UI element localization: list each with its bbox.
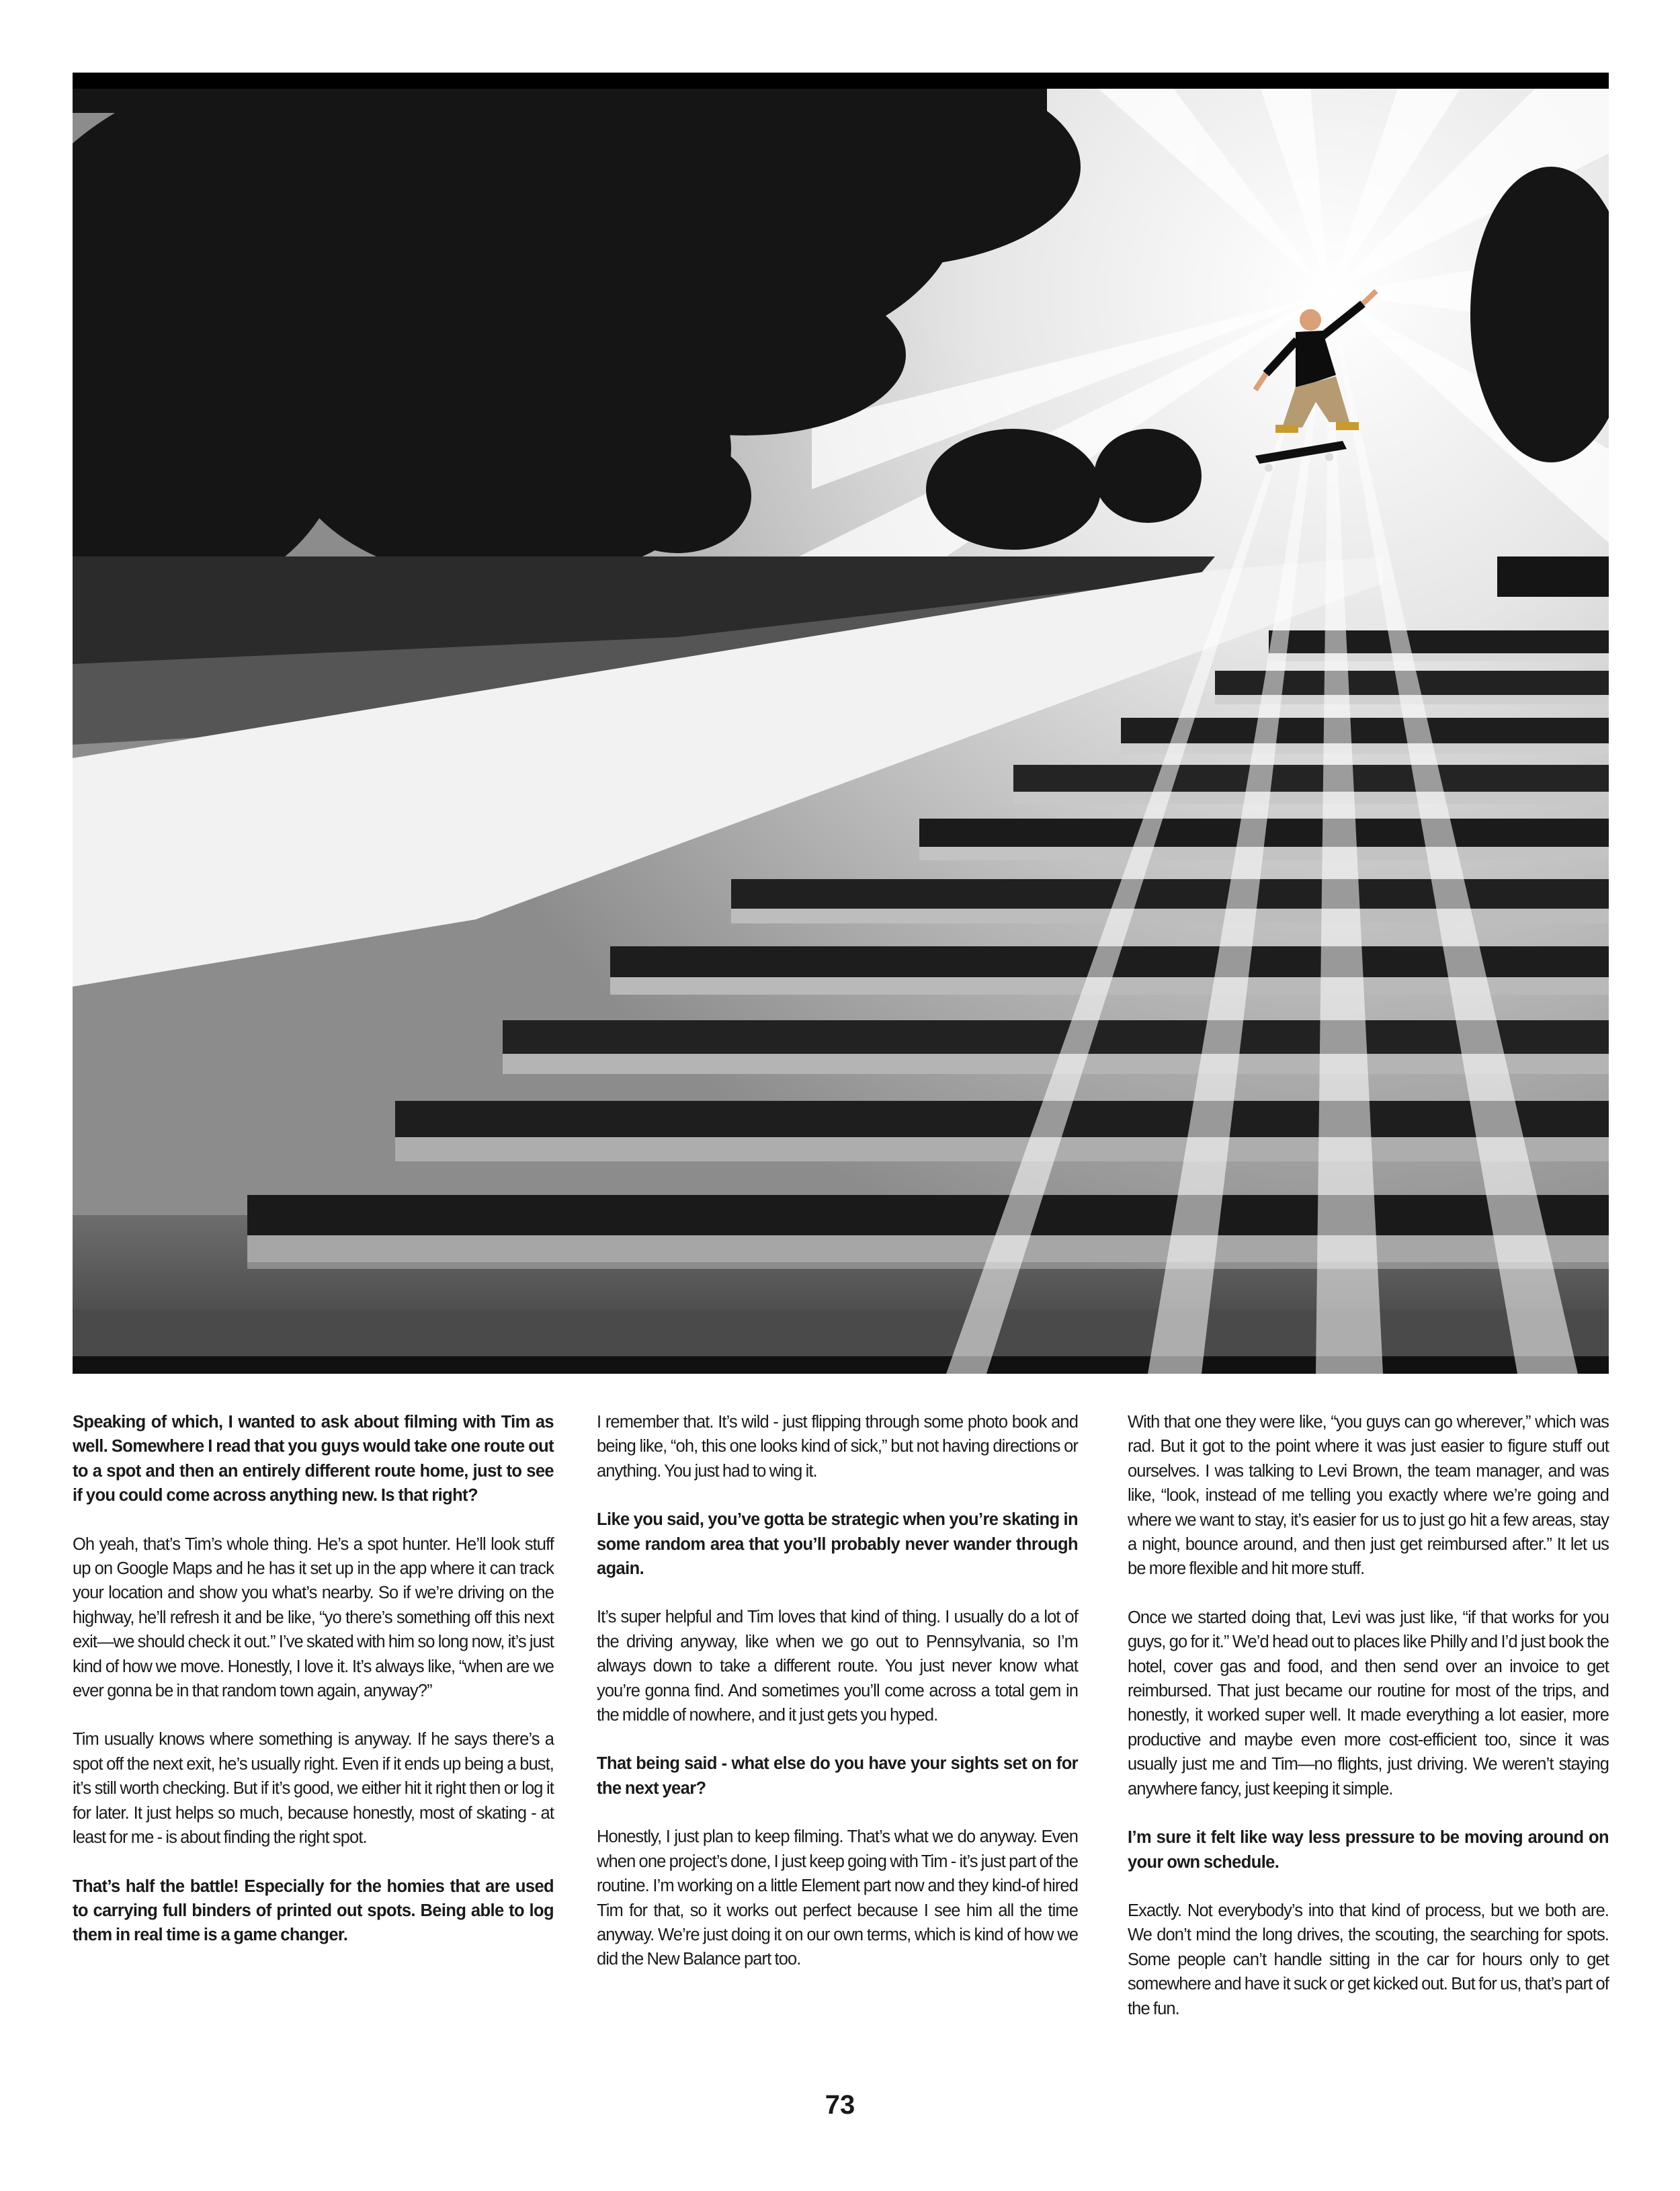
answer: Honestly, I just plan to keep filming. That’s what we do anyway. Even when one project’s done, I just keep going with Tim - it’s just part of the routine. I’m working on a little Element part now and they kind-of hired Tim for that, so it works out perfect because I see him all the time anyway. We’re just doing it on our own terms, which is kind of how we did the New Balance part too.	[597, 1827, 1078, 1969]
answer: Once we started doing that, Levi was just like, “if that works for you guys, go for it.” We’d head out to places like Philly and I’d just book the hotel, cover gas and food, and then send over an invoice to get reimbursed. That just became our routine for most of the trips, and honestly, it worked super well. It made everything a lot easier, more productive and maybe even more cost-efficient too, since it was usually just me and Tim—no flights, just driving. We weren’t staying anywhere fancy, just keeping it simple.	[1128, 1608, 1609, 1799]
answer: I remember that. It’s wild - just flipping through some photo book and being like, “oh, this one looks kind of sick,” but not having directions or anything. You just had to wing it.	[597, 1413, 1078, 1481]
answer: Exactly. Not everybody’s into that kind of process, but we both are. We don’t mind the long drives, the scouting, the searching for spots. Some people can’t handle sitting in the car for hours only to get somewhere and have it suck or get kicked out. But for us, that’s part of the fun.	[1128, 1901, 1609, 2018]
answer: Oh yeah, that’s Tim’s whole thing. He’s a spot hunter. He’ll look stuff up on Google Maps and he has it set up in the app where it can track your location and show you what’s nearby. So if we’re driving on the highway, he’ll refresh it and be like, “yo there’s something off this next exit—we should check it out.” I’ve skated with him so long now, it’s just kind of how we move. Honestly, I love it. It’s always like, “when are we ever gonna be in that random town again, anyway?”	[73, 1534, 554, 1701]
question: That’s half the battle! Especially for the homies that are used to carrying full binders of printed out spots. Being able to log them in real time is a game changer.	[73, 1876, 554, 1945]
column-1	[73, 1410, 554, 1972]
question: Speaking of which, I wanted to ask about filming with Tim as well. Somewhere I read that you guys would take one route out to a spot and then an entirely different route home, just to see if you could come across anything new. Is that right?	[73, 1413, 554, 1505]
skate-photo	[73, 73, 1609, 1374]
column-3	[1128, 1410, 1609, 2045]
page-number: 73	[825, 2090, 855, 2120]
column-2	[597, 1410, 1078, 1996]
question: That being said - what else do you have your sights set on for the next year?	[597, 1754, 1078, 1798]
question: I’m sure it felt like way less pressure to be moving around on your own schedule.	[1128, 1828, 1609, 1872]
answer: Tim usually knows where something is anyway. If he says there’s a spot off the next exit, he’s usually right. Even if it ends up being a bust, it’s still worth checking. But if it’s good, we either hit it right then or log it for later. It just helps so much, because honestly, most of skating - at least for me - is about finding the right spot.	[73, 1730, 554, 1848]
skateboarder-photo-icon	[73, 73, 1609, 1374]
article-body	[73, 1410, 1609, 2169]
answer: With that one they were like, “you guys can go wherever,” which was rad. But it got to the point where it was just easier to figure stuff out ourselves. I was talking to Levi Brown, the team manager, and was like, “look, instead of me telling you exactly where we’re going and where we want to stay, it’s easier for us to just go hit a few areas, stay a night, bounce around, and then just get reimbursed after.” It let us be more flexible and hit more stuff.	[1128, 1413, 1609, 1579]
question: Like you said, you’ve gotta be strategic when you’re skating in some random area that you’ll probably never wander through again.	[597, 1510, 1078, 1579]
answer: It’s super helpful and Tim loves that kind of thing. I usually do a lot of the driving anyway, like when we go out to Pennsylvania, so I’m always down to take a different route. You just never know what you’re gonna find. And sometimes you’ll come across a total gem in the middle of nowhere, and it just gets you hyped.	[597, 1608, 1078, 1725]
